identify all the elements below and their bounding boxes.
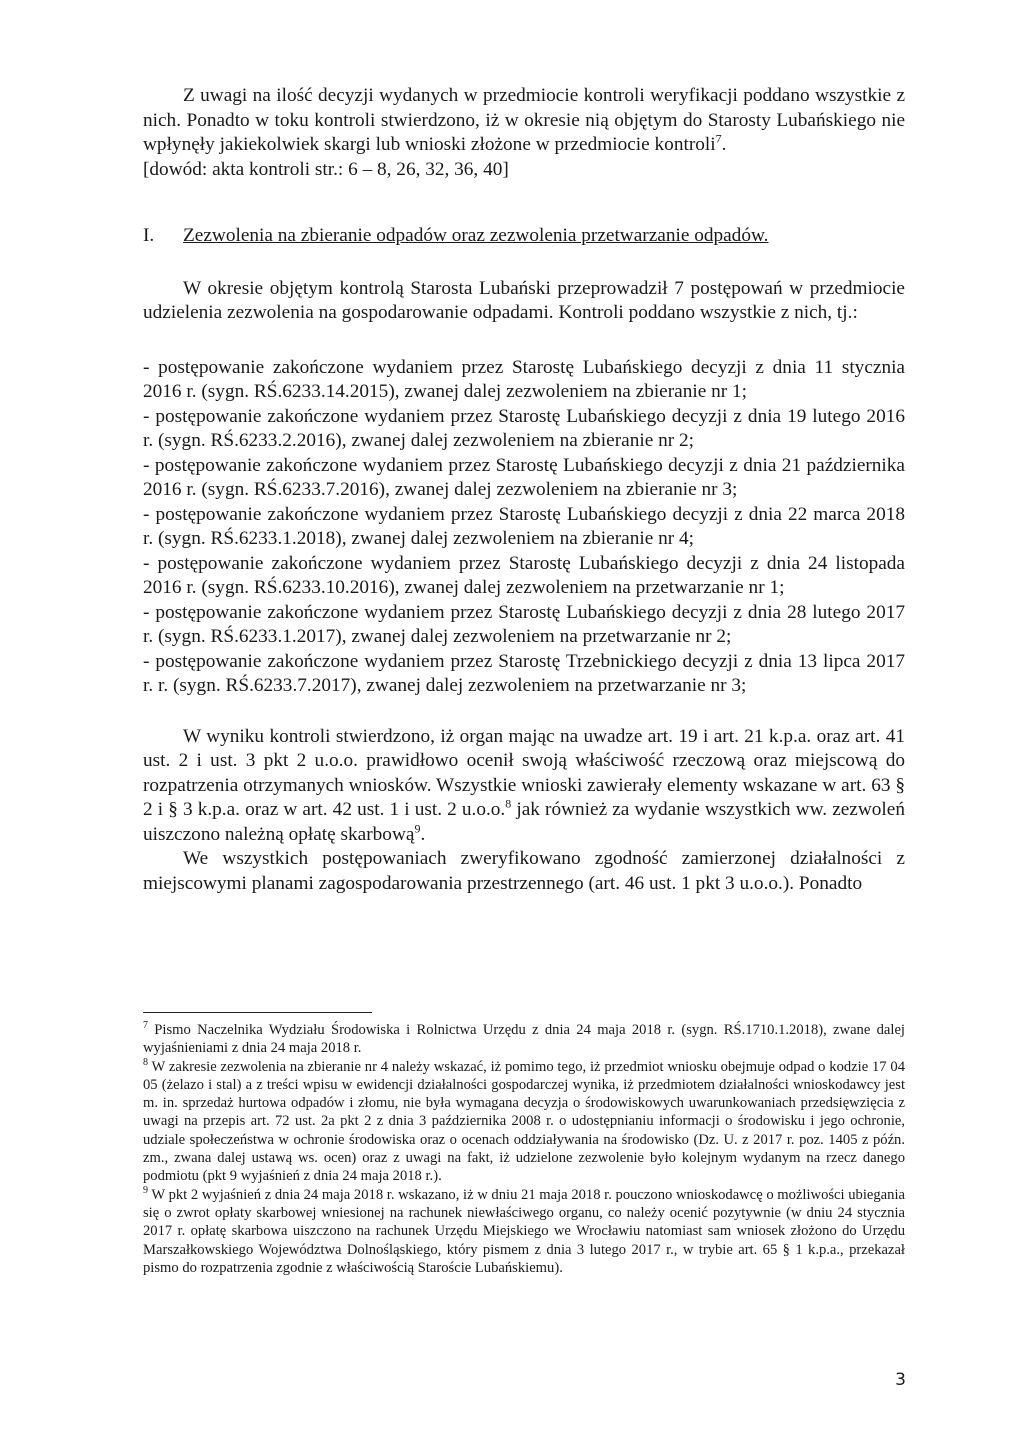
- footnote-ref-7: 7: [715, 131, 722, 146]
- footnote-ref-8: 8: [505, 796, 512, 811]
- footnote-text: Pismo Naczelnika Wydziału Środowiska i Rolnictwa Urzędu z dnia 24 maja 2018 r. (sygn. RŚ.1710.1.2018), zwane dalej wyjaśnieniami z dnia 24 maja 2018 r.: [143, 1022, 905, 1057]
- proceedings-list: [143, 356, 905, 699]
- list-item: - postępowanie zakończone wydaniem przez Starostę Lubańskiego decyzji z dnia 11 stycznia 2016 r. (sygn. RŚ.6233.14.2015), zwanej dalej zezwoleniem na zbieranie nr 1;: [143, 356, 905, 402]
- list-item: - postępowanie zakończone wydaniem przez Starostę Lubańskiego decyzji z dnia 24 listopada 2016 r. (sygn. RŚ.6233.10.2016), zwanej dalej zezwoleniem na przetwarzanie nr 1;: [143, 552, 905, 598]
- footnote-marker: 8: [143, 1056, 148, 1068]
- section-intro: W okresie objętym kontrolą Starosta Lubański przeprowadził 7 postępowań w przedmiocie udzielenia zezwolenia na gospodarowanie odpadami. Kontroli poddano wszystkie z nich, tj.:: [143, 277, 905, 323]
- footnote-7: [143, 1021, 905, 1058]
- footnote-9: [143, 1186, 905, 1277]
- list-item: - postępowanie zakończone wydaniem przez Starostę Lubańskiego decyzji z dnia 28 lutego 2017 r. (sygn. RŚ.6233.1.2017), zwanej dalej zezwoleniem na przetwarzanie nr 2;: [143, 601, 905, 647]
- footnote-text: W pkt 2 wyjaśnień z dnia 24 maja 2018 r. wskazano, iż w dniu 21 maja 2018 r. pouczono wnioskodawcę o możliwości ubiegania się o zwrot opłaty skarbowej wniesionej na rachunek niewłaściwego organu, co należy ocenić pozytywnie (w dniu 24 stycznia 2017 r. opłatę skarbowa uiszczono na rachunek Urzędu Miejskiego we Wrocławiu natomiast sam wniosek złożono do Urzędu Marszałkowskiego Województwa Dolnośląskiego, który pismem z dnia 3 lutego 2017 r., w trybie art. 65 § 1 k.p.a., przekazał pismo do rozpatrzenia zgodnie z właściwością Staroście Lubańskiemu).: [143, 1186, 905, 1276]
- footnotes: [143, 1021, 905, 1277]
- footnote-separator: [143, 1012, 372, 1013]
- page-number: 3: [895, 1370, 906, 1390]
- findings-text-c: .: [420, 823, 426, 845]
- evidence-line: [dowód: akta kontroli str.: 6 – 8, 26, 32, 36, 40]: [143, 158, 509, 180]
- list-item: - postępowanie zakończone wydaniem przez Starostę Lubańskiego decyzji z dnia 22 marca 2018 r. (sygn. RŚ.6233.1.2018), zwanej dalej zezwoleniem na zbieranie nr 4;: [143, 503, 905, 549]
- findings-paragraph: [143, 725, 905, 848]
- list-item: - postępowanie zakończone wydaniem przez Starostę Lubańskiego decyzji z dnia 21 października 2016 r. (sygn. RŚ.6233.7.2016), zwanej dalej zezwoleniem na zbieranie nr 3;: [143, 454, 905, 500]
- footnote-ref-9: 9: [414, 821, 421, 836]
- section-title: Zezwolenia na zbieranie odpadów oraz zezwolenia przetwarzanie odpadów.: [183, 225, 769, 246]
- list-item: - postępowanie zakończone wydaniem przez Starostę Lubańskiego decyzji z dnia 19 lutego 2016 r. (sygn. RŚ.6233.2.2016), zwanej dalej zezwoleniem na zbieranie nr 2;: [143, 405, 905, 451]
- findings-text-a: W wyniku kontroli stwierdzono, iż organ mając na uwadze art. 19 i art. 21 k.p.a. oraz art. 41 ust. 2 i ust. 3 pkt 2 u.o.o. prawidłowo ocenił swoją właściwość rzeczową oraz miejscową do rozpatrzenia otrzymanych wniosków. Wszystkie wnioski zawierały elementy wskazane w art. 63 § 2 i § 3 k.p.a. oraz w art. 42 ust. 1 i ust. 2 u.o.o.: [143, 725, 905, 820]
- list-item: - postępowanie zakończone wydaniem przez Starostę Trzebnickiego decyzji z dnia 13 lipca 2017 r. r. (sygn. RŚ.6233.7.2017), zwanej dalej zezwoleniem na przetwarzanie nr 3;: [143, 650, 905, 696]
- footnote-8: [143, 1058, 905, 1186]
- intro-end: .: [721, 134, 727, 155]
- main-text: [143, 84, 905, 896]
- footnote-marker: 9: [143, 1184, 148, 1196]
- intro-text: Z uwagi na ilość decyzji wydanych w przedmiocie kontroli weryfikacji poddano wszystkie z nich. Ponadto w toku kontroli stwierdzono, iż w okresie nią objętym do Starosty Lubańskiego nie wpłynęły jakiekolwiek skargi lub wnioski złożone w przedmiocie kontroli: [143, 85, 905, 155]
- footnote-marker: 7: [143, 1020, 148, 1032]
- section-heading: [143, 224, 905, 249]
- footnote-text: W zakresie zezwolenia na zbieranie nr 4 należy wskazać, iż pomimo tego, iż przedmiot wniosku obejmuje odpad o kodzie 17 04 05 (żelazo i stal) a z treści wpisu w ewidencji działalności gospodarczej wynika, iż przedmiotem działalności wnioskodawcy jest m. in. sprzedaż hurtowa odpadów i złomu, nie była wymagana decyzja o środowiskowych uwarunkowaniach przedsięwzięcia z uwagi na przepis art. 72 ust. 2a pkt 2 z dnia 3 października 2008 r. o udostępnianiu informacji o środowisku i jego ochronie, udziale społeczeństwa w ochronie środowiska oraz o ocenach oddziaływania na środowisko (Dz. U. z 2017 r. poz. 1405 z późn. zm., zwana dalej ustawą ws. ocen) oraz z uwagi na fakt, iż udzielone zezwolenie było kolejnym wydanym na rzecz danego podmiotu (pkt 9 wyjaśnień z dnia 24 maja 2018 r.).: [143, 1058, 905, 1185]
- findings-text-b: jak również za wydanie wszystkich ww. zezwoleń uiszczono należną opłatę skarbową: [143, 799, 905, 845]
- intro-paragraph: [143, 84, 905, 158]
- section-number: I.: [143, 225, 155, 246]
- planning-paragraph: We wszystkich postępowaniach zweryfikowano zgodność zamierzonej działalności z miejscowymi planami zagospodarowania przestrzennego (art. 46 ust. 1 pkt 3 u.o.o.). Ponadto: [143, 848, 905, 894]
